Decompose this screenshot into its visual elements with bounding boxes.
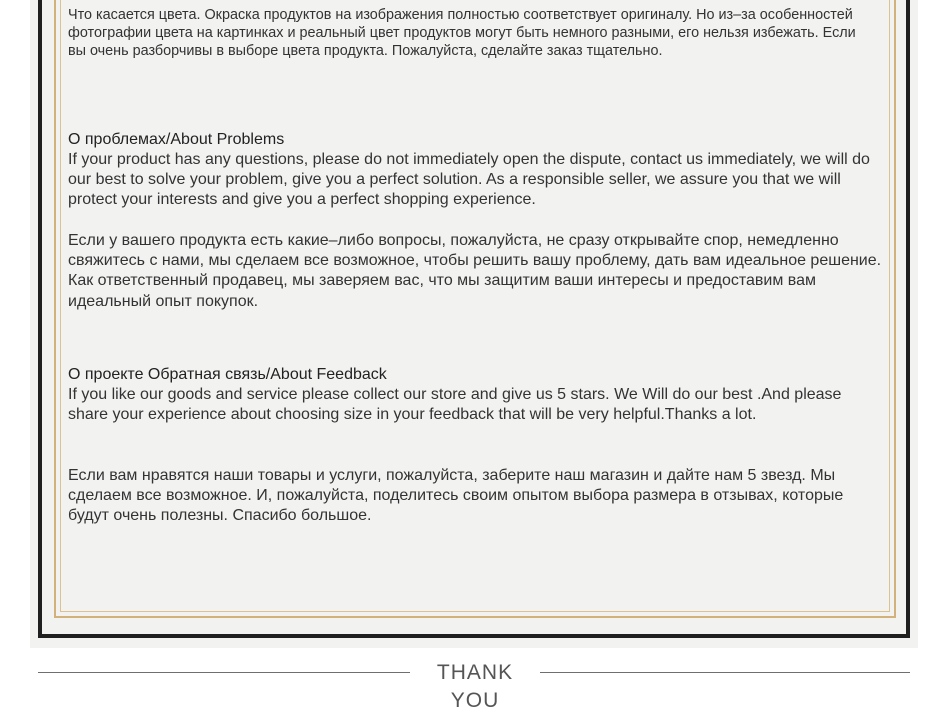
thank-you-footer (38, 659, 910, 709)
feedback-english-paragraph: If you like our goods and service please collect our store and give us 5 stars. We Will do our best .And please share your experience about choosing size in your feedback that will be very helpful.Thanks a lot. (68, 386, 842, 424)
feedback-heading: О проекте Обратная связь/About Feedback (68, 366, 387, 383)
problems-english-paragraph: If your product has any questions, please do not immediately open the dispute, contact us immediately, we will do our best to solve your problem, give you a perfect solution. As a responsible seller, we assure you that we will protect your interests and give you a perfect shopping experience. (68, 151, 870, 209)
divider-line-left (38, 672, 410, 673)
feedback-russian-paragraph: Если вам нравятся наши товары и услуги, пожалуйста, заберите наш магазин и дайте нам 5 звезд. Мы сделаем все возможное. И, пожалуйста, поделитесь своим опытом выбора размера в отзывах, которые будут очень полезны. Спасибо большое. (68, 467, 844, 525)
problems-heading: О проблемах/About Problems (68, 131, 285, 148)
divider-line-right (540, 672, 910, 673)
problems-russian-paragraph: Если у вашего продукта есть какие–либо вопросы, пожалуйста, не сразу открывайте спор, немедленно свяжитесь с нами, мы сделаем все возможное, чтобы решить вашу проблему, дать вам идеальное решение. Как ответственный продавец, мы заверяем вас, что мы защитим ваши интересы и предоставим вам идеальный опыт покупок. (68, 232, 882, 310)
thank-you-label: THANK YOU (436, 661, 514, 709)
color-note-paragraph: Что касается цвета. Окраска продуктов на изображения полностью соответствует оригиналу. Но из–за особенностей фотографии цвета на картинках и реальный цвет продуктов могут быть немного разными, его нельзя избежать. Если вы очень разборчивы в выборе цвета продукта. Пожалуйста, сделайте заказ тщательно. (68, 7, 856, 60)
